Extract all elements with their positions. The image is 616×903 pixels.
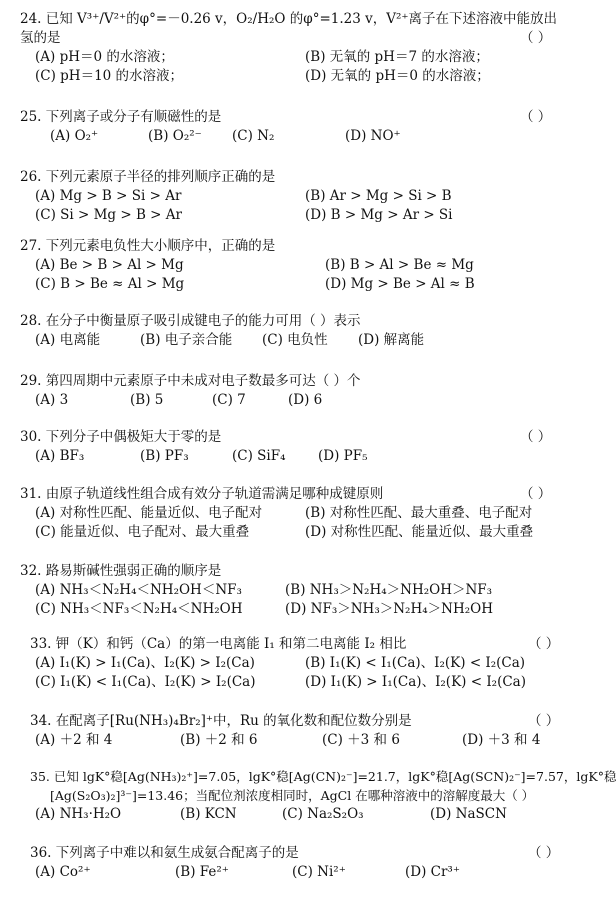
question-stem: 25. 下列离子或分子有顺磁性的是	[20, 109, 222, 125]
option-b[interactable]: (B) Ar > Mg > Si > B	[305, 188, 452, 204]
question-30	[0, 428, 616, 466]
option-c[interactable]: (C) Si > Mg > B > Ar	[35, 207, 182, 223]
option-b[interactable]: (B) I₁(K) < I₁(Ca)、I₂(K) < I₂(Ca)	[305, 655, 526, 671]
question-stem: 26. 下列元素原子半径的排列顺序正确的是	[20, 169, 276, 185]
option-d[interactable]: (D) B > Mg > Ar > Si	[305, 207, 453, 223]
option-c[interactable]: (C) 7	[212, 392, 246, 408]
answer-blank[interactable]: （ ）	[528, 713, 560, 729]
question-stem-continued: 氢的是	[20, 30, 61, 46]
question-stem: 34. 在配离子[Ru(NH₃)₄Br₂]⁺中，Ru 的氧化数和配位数分别是	[30, 713, 412, 729]
question-25	[0, 108, 616, 146]
option-c[interactable]: (C) Na₂S₂O₃	[282, 806, 364, 822]
option-a[interactable]: (A) BF₃	[35, 448, 85, 464]
question-35	[0, 767, 616, 824]
option-d[interactable]: (D) 6	[288, 392, 323, 408]
option-a[interactable]: (A) Mg > B > Si > Ar	[35, 188, 182, 204]
question-27	[0, 237, 616, 294]
question-26	[0, 168, 616, 225]
option-d[interactable]: (D) NO⁺	[345, 128, 401, 144]
question-34	[0, 712, 616, 750]
option-d[interactable]: (D) Mg > Be > Al ≈ B	[325, 276, 475, 292]
option-a[interactable]: (A) Co²⁺	[35, 864, 91, 880]
question-stem: 29. 第四周期中元素原子中未成对电子数最多可达（ ）个	[20, 373, 361, 389]
option-a[interactable]: (A) 电离能	[35, 332, 101, 348]
option-c[interactable]: (C) NH₃＜NF₃＜N₂H₄＜NH₂OH	[35, 601, 243, 617]
option-d[interactable]: (D) 对称性匹配、能量近似、最大重叠	[305, 524, 534, 540]
question-stem: 35. 已知 lgK°稳[Ag(NH₃)₂⁺]=7.05，lgK°稳[Ag(CN)₂⁻]=21.7，lgK°稳[Ag(SCN)₂⁻]=7.57，lgK°稳	[30, 769, 616, 784]
option-b[interactable]: (B) KCN	[180, 806, 237, 822]
option-a[interactable]: (A) NH₃·H₂O	[35, 806, 122, 822]
question-stem: 28. 在分子中衡量原子吸引成键电子的能力可用（ ）表示	[20, 313, 361, 329]
option-a[interactable]: (A) I₁(K) > I₁(Ca)、I₂(K) > I₂(Ca)	[35, 655, 255, 671]
option-a[interactable]: (A) NH₃＜N₂H₄＜NH₂OH＜NF₃	[35, 582, 242, 598]
option-b[interactable]: (B) NH₃＞N₂H₄＞NH₂OH＞NF₃	[285, 582, 493, 598]
option-a[interactable]: (A) pH＝0 的水溶液；	[35, 49, 174, 65]
answer-blank[interactable]: （ ）	[528, 636, 560, 652]
option-d[interactable]: (D) NF₃＞NH₃＞N₂H₄＞NH₂OH	[285, 601, 493, 617]
answer-blank[interactable]: （ ）	[528, 845, 560, 861]
option-c[interactable]: (C) 电负性	[262, 332, 328, 348]
answer-blank[interactable]: （ ）	[520, 429, 552, 445]
option-b[interactable]: (B) ＋2 和 6	[180, 732, 258, 748]
question-stem: 31. 由原子轨道线性组合成有效分子轨道需满足哪种成键原则	[20, 486, 384, 502]
question-stem-continued: [Ag(S₂O₃)₂]³⁻]=13.46；当配位剂浓度相同时，AgCl 在哪种溶液中的溶解度最大（ ）	[50, 788, 535, 803]
question-stem: 24. 已知 V³⁺/V²⁺的φ°=－0.26 v，O₂/H₂O 的φ°=1.23 v，V²⁺离子在下述溶液中能放出	[20, 11, 558, 27]
option-d[interactable]: (D) NaSCN	[430, 806, 507, 822]
option-a[interactable]: (A) Be > B > Al > Mg	[35, 257, 184, 273]
option-c[interactable]: (C) Ni²⁺	[292, 864, 346, 880]
option-a[interactable]: (A) 3	[35, 392, 69, 408]
option-c[interactable]: (C) 能量近似、电子配对、最大重叠	[35, 524, 250, 540]
question-stem: 32. 路易斯碱性强弱正确的顺序是	[20, 563, 222, 579]
option-b[interactable]: (B) PF₃	[140, 448, 189, 464]
option-a[interactable]: (A) 对称性匹配、能量近似、电子配对	[35, 505, 263, 521]
question-24	[0, 10, 616, 86]
option-b[interactable]: (B) 无氧的 pH＝7 的水溶液；	[305, 49, 489, 65]
option-d[interactable]: (D) Cr³⁺	[405, 864, 460, 880]
option-d[interactable]: (D) I₁(K) > I₁(Ca)、I₂(K) < I₂(Ca)	[305, 674, 526, 690]
question-33	[0, 635, 616, 692]
option-b[interactable]: (B) O₂²⁻	[148, 128, 202, 144]
question-stem: 27. 下列元素电负性大小顺序中，正确的是	[20, 238, 276, 254]
answer-blank[interactable]: （ ）	[520, 109, 552, 125]
question-36	[0, 844, 616, 882]
option-a[interactable]: (A) ＋2 和 4	[35, 732, 113, 748]
option-c[interactable]: (C) pH＝10 的水溶液；	[35, 68, 184, 84]
option-d[interactable]: (D) 无氧的 pH＝0 的水溶液；	[305, 68, 490, 84]
option-b[interactable]: (B) Fe²⁺	[175, 864, 229, 880]
question-stem: 36. 下列离子中难以和氨生成氨合配离子的是	[30, 845, 299, 861]
option-c[interactable]: (C) ＋3 和 6	[322, 732, 400, 748]
question-stem: 33. 钾（K）和钙（Ca）的第一电离能 I₁ 和第二电离能 I₂ 相比	[30, 636, 407, 652]
answer-blank[interactable]: （ ）	[520, 30, 552, 46]
question-stem: 30. 下列分子中偶极矩大于零的是	[20, 429, 222, 445]
option-d[interactable]: (D) 解离能	[358, 332, 425, 348]
question-31	[0, 485, 616, 542]
option-c[interactable]: (C) N₂	[232, 128, 275, 144]
answer-blank[interactable]: （ ）	[520, 486, 552, 502]
option-b[interactable]: (B) 5	[130, 392, 164, 408]
option-d[interactable]: (D) ＋3 和 4	[462, 732, 541, 748]
option-c[interactable]: (C) SiF₄	[232, 448, 286, 464]
option-b[interactable]: (B) B > Al > Be ≈ Mg	[325, 257, 474, 273]
question-32	[0, 562, 616, 619]
question-29	[0, 372, 616, 410]
option-b[interactable]: (B) 对称性匹配、最大重叠、电子配对	[305, 505, 533, 521]
option-a[interactable]: (A) O₂⁺	[50, 128, 99, 144]
option-b[interactable]: (B) 电子亲合能	[140, 332, 233, 348]
option-c[interactable]: (C) B > Be ≈ Al > Mg	[35, 276, 185, 292]
option-d[interactable]: (D) PF₅	[318, 448, 368, 464]
question-28	[0, 312, 616, 350]
option-c[interactable]: (C) I₁(K) < I₁(Ca)、I₂(K) > I₂(Ca)	[35, 674, 256, 690]
